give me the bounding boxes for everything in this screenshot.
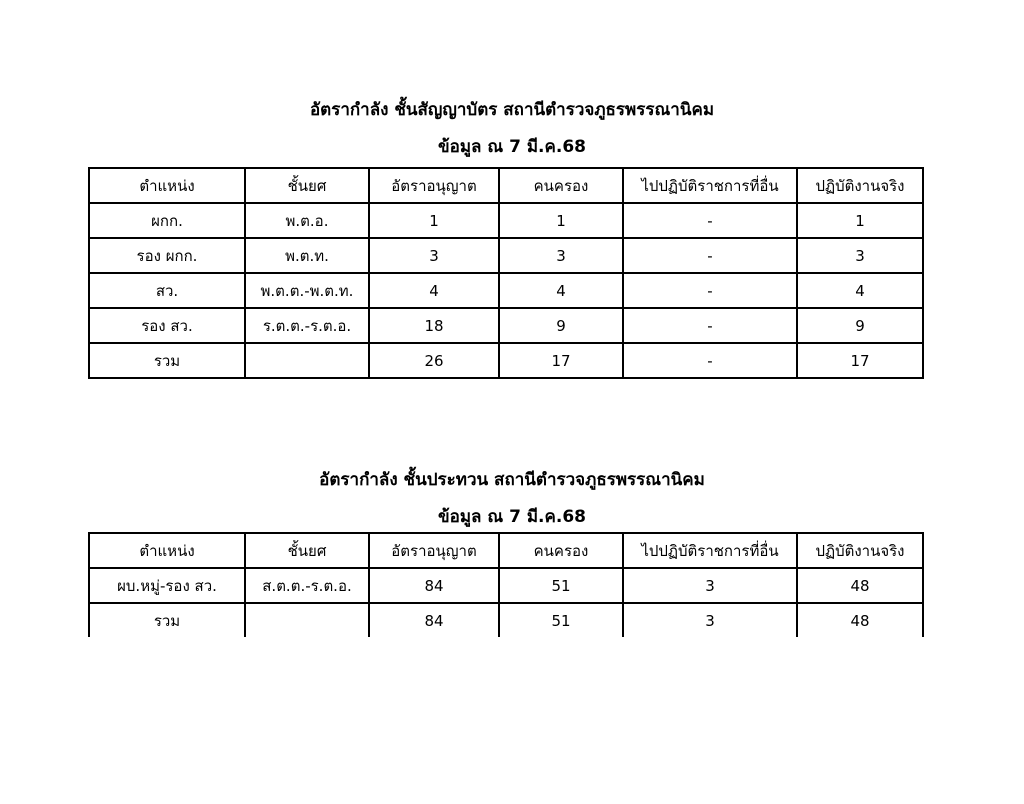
cell-authorized: 4: [369, 273, 499, 308]
cell-authorized: 3: [369, 238, 499, 273]
cell-authorized: 84: [369, 603, 499, 637]
cell-assigned-elsewhere: -: [623, 343, 797, 378]
header-actual-working: ปฏิบัติงานจริง: [797, 533, 923, 568]
table1-title: อัตรากำลัง ชั้นสัญญาบัตร สถานีตำรวจภูธรพรรณานิคม: [309, 100, 715, 120]
cell-position: ผบ.หมู่-รอง สว.: [89, 568, 245, 603]
cell-occupied: 3: [499, 238, 623, 273]
cell-occupied: 4: [499, 273, 623, 308]
header-rank: ชั้นยศ: [245, 533, 369, 568]
cell-actual-working: 3: [797, 238, 923, 273]
header-occupied: คนครอง: [499, 533, 623, 568]
header-authorized: อัตราอนุญาต: [369, 168, 499, 203]
cell-authorized: 26: [369, 343, 499, 378]
table1-subtitle: ข้อมูล ณ 7 มี.ค.68: [438, 137, 586, 157]
table-total-row: [89, 603, 923, 637]
table-row: [89, 203, 923, 238]
cell-occupied: 17: [499, 343, 623, 378]
cell-position: รอง สว.: [89, 308, 245, 343]
cell-assigned-elsewhere: -: [623, 203, 797, 238]
table-header-row: [89, 168, 923, 203]
cell-actual-working: 17: [797, 343, 923, 378]
table2-title: อัตรากำลัง ชั้นประทวน สถานีตำรวจภูธรพรรณานิคม: [319, 470, 705, 490]
table-row: [89, 568, 923, 603]
table-row: [89, 238, 923, 273]
header-assigned-elsewhere: ไปปฏิบัติราชการที่อื่น: [623, 533, 797, 568]
table2-subtitle: ข้อมูล ณ 7 มี.ค.68: [438, 507, 586, 527]
header-position: ตำแหน่ง: [89, 533, 245, 568]
cell-occupied: 1: [499, 203, 623, 238]
cell-rank: ส.ต.ต.-ร.ต.อ.: [245, 568, 369, 603]
cell-position: ผกก.: [89, 203, 245, 238]
table-row: [89, 308, 923, 343]
header-occupied: คนครอง: [499, 168, 623, 203]
cell-assigned-elsewhere: 3: [623, 568, 797, 603]
table-total-row: [89, 343, 923, 378]
cell-rank: [245, 343, 369, 378]
cell-actual-working: 1: [797, 203, 923, 238]
header-actual-working: ปฏิบัติงานจริง: [797, 168, 923, 203]
cell-rank: พ.ต.ท.: [245, 238, 369, 273]
cell-rank: พ.ต.อ.: [245, 203, 369, 238]
cell-position: รอง ผกก.: [89, 238, 245, 273]
cell-authorized: 18: [369, 308, 499, 343]
cell-occupied: 51: [499, 568, 623, 603]
table-header-row: [89, 533, 923, 568]
cell-assigned-elsewhere: -: [623, 273, 797, 308]
cell-authorized: 84: [369, 568, 499, 603]
cell-rank: พ.ต.ต.-พ.ต.ท.: [245, 273, 369, 308]
table-row: [89, 273, 923, 308]
cell-rank: [245, 603, 369, 637]
cell-actual-working: 48: [797, 568, 923, 603]
noncommissioned-staffing-table: [88, 532, 924, 637]
cell-occupied: 9: [499, 308, 623, 343]
officer-staffing-table: [88, 167, 924, 379]
cell-position: สว.: [89, 273, 245, 308]
header-position: ตำแหน่ง: [89, 168, 245, 203]
header-rank: ชั้นยศ: [245, 168, 369, 203]
cell-occupied: 51: [499, 603, 623, 637]
cell-actual-working: 4: [797, 273, 923, 308]
cell-position: รวม: [89, 603, 245, 637]
cell-assigned-elsewhere: 3: [623, 603, 797, 637]
cell-actual-working: 48: [797, 603, 923, 637]
cell-position: รวม: [89, 343, 245, 378]
cell-assigned-elsewhere: -: [623, 308, 797, 343]
header-authorized: อัตราอนุญาต: [369, 533, 499, 568]
cell-actual-working: 9: [797, 308, 923, 343]
header-assigned-elsewhere: ไปปฏิบัติราชการที่อื่น: [623, 168, 797, 203]
cell-assigned-elsewhere: -: [623, 238, 797, 273]
cell-authorized: 1: [369, 203, 499, 238]
cell-rank: ร.ต.ต.-ร.ต.อ.: [245, 308, 369, 343]
